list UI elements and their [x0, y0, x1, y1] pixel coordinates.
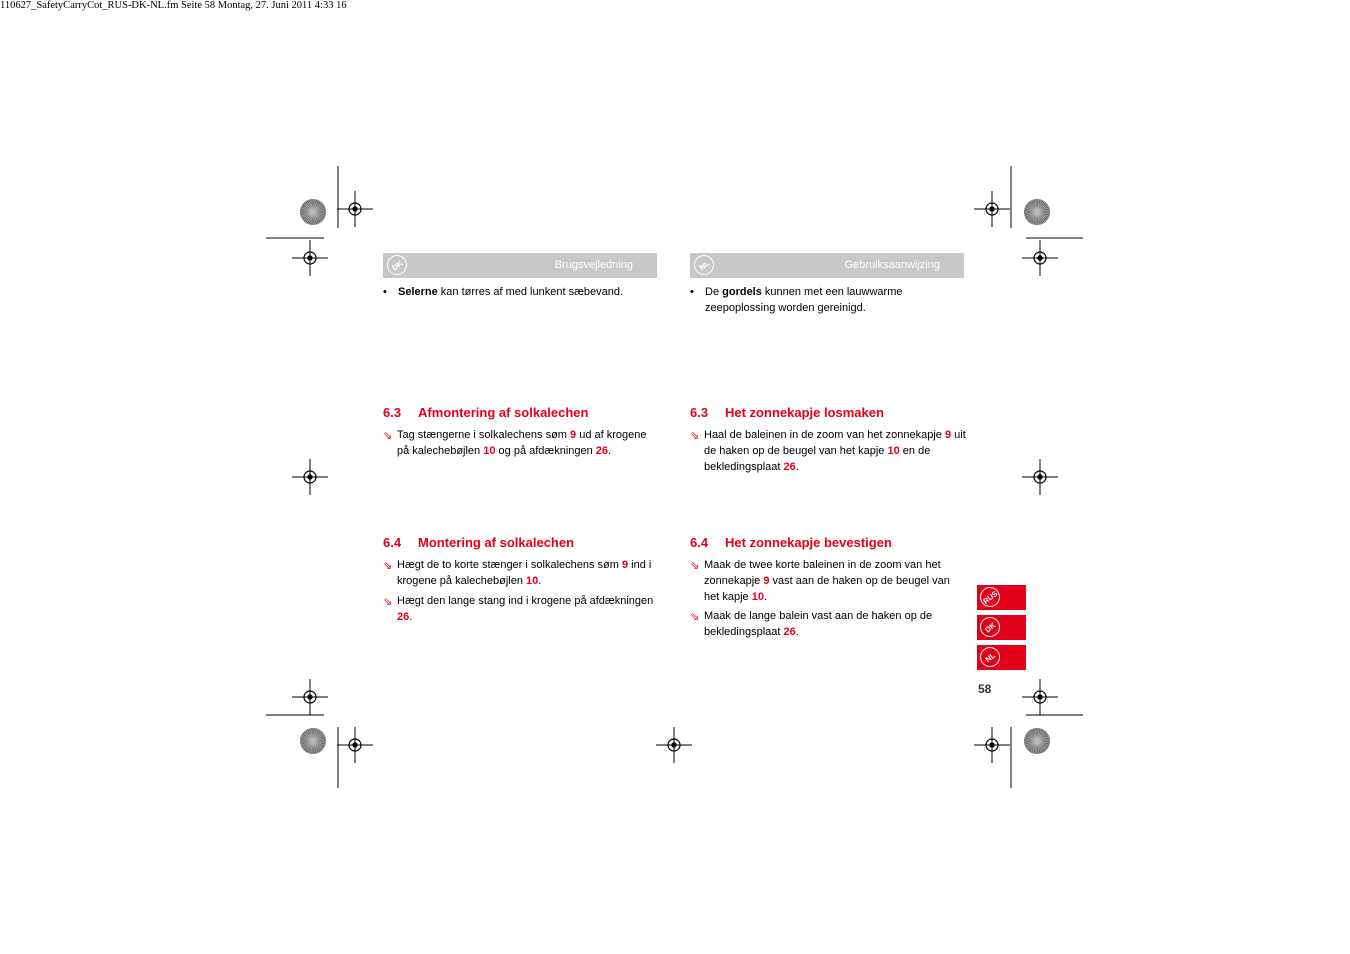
arrow-step-icon: ⇘ [383, 596, 393, 608]
right-heading-6-4: 6.4 Het zonnekapje bevestigen [690, 535, 892, 550]
left-header-bar [383, 253, 657, 278]
registration-mark-icon [292, 679, 328, 715]
language-tab-rus[interactable] [977, 585, 1026, 610]
right-bullet: • De gordels kunnen met een lauwwarme zeepoplossing worden gereinigd. [690, 286, 903, 314]
color-target-icon [1024, 728, 1050, 754]
lang-badge-dk: DK [976, 613, 1004, 641]
left-header-label: Brugsvejledning [554, 259, 633, 271]
left-step-6-3-1: ⇘ Tag stængerne i solkalechens søm 9 ud af krogene på kalechebøjlen 10 og på afdækningen 26. [383, 429, 647, 457]
page-number: 58 [978, 682, 992, 696]
language-tab-dk[interactable] [977, 615, 1026, 640]
registration-mark-icon [1022, 459, 1058, 495]
color-target-icon [300, 199, 326, 225]
color-target-icon [300, 728, 326, 754]
lang-badge-nl: NL [690, 251, 718, 279]
lang-badge-dk: DK [383, 251, 411, 279]
left-step-6-4-2: ⇘ Hægt den lange stang ind i krogene på afdækningen 26. [383, 595, 654, 623]
registration-mark-icon [1022, 679, 1058, 715]
right-header-label: Gebruiksaanwijzing [844, 259, 940, 271]
registration-mark-icon [974, 191, 1010, 227]
right-step-6-3-1: ⇘ Haal de baleinen in de zoom van het zonnekapje 9 uit de haken op de beugel van het kapje 10 en de bekledingsplaat 26. [690, 429, 966, 473]
arrow-step-icon: ⇘ [383, 560, 393, 572]
right-heading-6-3: 6.3 Het zonnekapje losmaken [690, 405, 884, 420]
arrow-step-icon: ⇘ [690, 430, 700, 442]
registration-mark-icon [656, 727, 692, 763]
right-header-bar [690, 253, 964, 278]
right-step-6-4-1: ⇘ Maak de twee korte baleinen in de zoom van het zonnekapje 9 vast aan de haken op de beugel van het kapje 10. [690, 559, 950, 603]
registration-mark-icon [337, 191, 373, 227]
color-target-icon [1024, 199, 1050, 225]
registration-mark-icon [292, 240, 328, 276]
left-heading-6-3: 6.3 Afmontering af solkalechen [383, 405, 589, 420]
registration-mark-icon [1022, 240, 1058, 276]
file-info-line: 110627_SafetyCarryCot_RUS-DK-NL.fm Seite 58 Montag, 27. Juni 2011 4:33 16 [0, 0, 347, 11]
registration-mark-icon [974, 727, 1010, 763]
left-step-6-4-1: ⇘ Hægt de to korte stænger i solkalechens søm 9 ind i krogene på kalechebøjlen 10. [383, 559, 652, 587]
registration-mark-icon [292, 459, 328, 495]
right-step-6-4-2: ⇘ Maak de lange balein vast aan de haken op de bekledingsplaat 26. [690, 610, 933, 638]
arrow-step-icon: ⇘ [690, 560, 700, 572]
lang-badge-rus: RUS [976, 583, 1004, 611]
language-tab-nl[interactable] [977, 645, 1026, 670]
left-heading-6-4: 6.4 Montering af solkalechen [383, 535, 575, 550]
left-bullet: • Selerne kan tørres af med lunkent sæbevand. [383, 286, 624, 298]
lang-badge-nl: NL [976, 643, 1004, 671]
arrow-step-icon: ⇘ [383, 430, 393, 442]
registration-mark-icon [337, 727, 373, 763]
arrow-step-icon: ⇘ [690, 611, 700, 623]
